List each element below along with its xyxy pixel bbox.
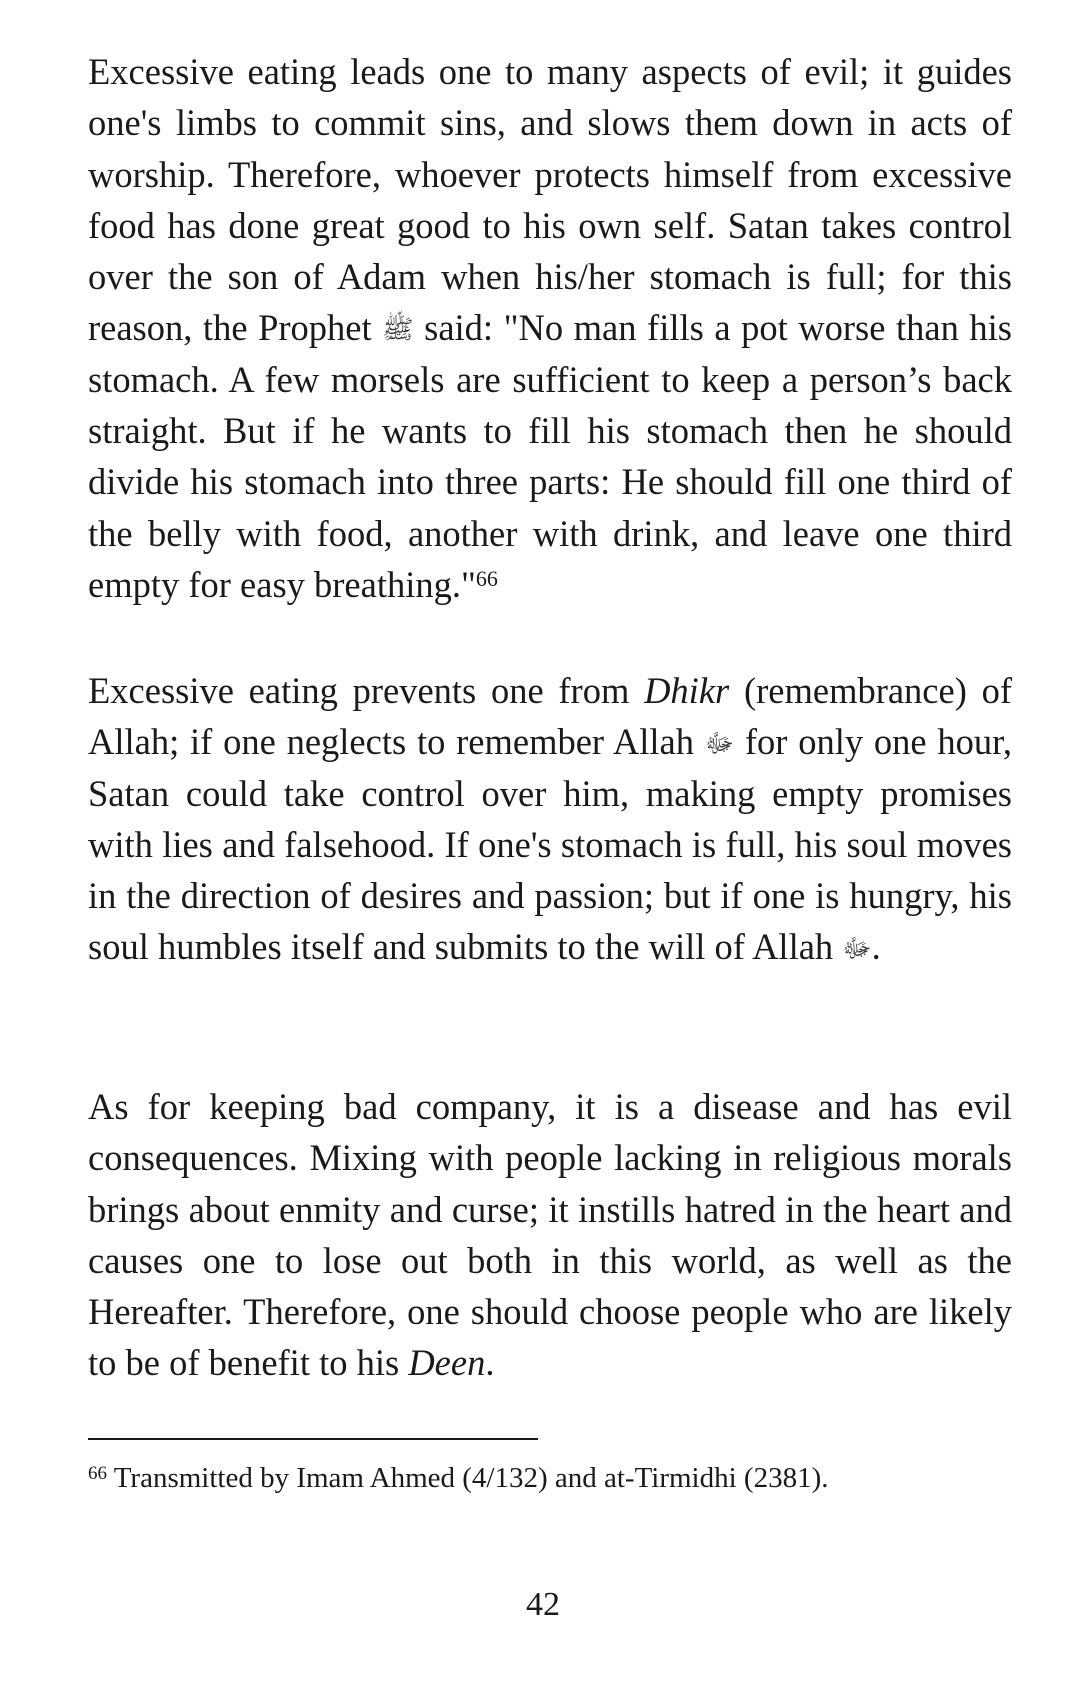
footnote: [88, 1458, 1012, 1498]
paragraph-text: for only one hour, Satan could take control over him, making empty promises with lies and falsehood. If one's stomach is full, his soul moves in the direction of desires and passion; but if one is hungry, his soul humbles itself and submits to the will of Allah: [88, 721, 1012, 968]
footnote-separator: [88, 1438, 538, 1440]
paragraph-text: As for keeping bad company, it is a disease and has evil consequences. Mixing with people lacking in religious morals brings about enmity and curse; it instills hatred in the heart and causes one to lose out both in this world, as well as the Hereafter. Therefore, one should choose people who are likely to be of benefit to his: [88, 1086, 1012, 1384]
paragraph-dhikr: [88, 665, 1012, 973]
paragraph-text: Excessive eating leads one to many aspects of evil; it guides one's limbs to commit sins, and slows them down in acts of worship. Therefore, whoever protects himself from excessive food has done great good to his own self. Satan takes control over the son of Adam when his/her stomach is full; for this reason, the Prophet: [88, 51, 1012, 349]
italic-term: Deen: [408, 1342, 486, 1384]
footnote-reference: 66: [475, 565, 498, 591]
salawat-ligature-icon: ﷺ: [382, 315, 414, 345]
footnote-number: 66: [88, 1463, 107, 1484]
paragraph-excessive-eating: [88, 46, 1012, 610]
jalla-jalaluhu-ligature-icon: ﷻ: [842, 934, 872, 964]
paragraph-text: said: "No man fills a pot worse than his stomach. A few morsels are sufficient to keep a person’s back straight. But if he wants to fill his stomach then he should divide his stomach into three parts: He should fill one third of the belly with food, another with drink, and leave one third empty for easy breathing.": [88, 307, 1012, 605]
paragraph-text: .: [871, 926, 881, 968]
paragraph-text: .: [485, 1342, 495, 1384]
paragraph-text: (remembrance) of Allah; if one neglects to remember Allah: [88, 670, 1012, 763]
page-number: 42: [526, 1586, 560, 1623]
footnote-text: Transmitted by Imam Ahmed (4/132) and at-Tirmidhi (2381).: [107, 1462, 829, 1494]
jalla-jalaluhu-ligature-icon: ﷻ: [704, 729, 735, 759]
paragraph-text: Excessive eating prevents one from: [88, 670, 645, 711]
italic-term: Dhikr: [644, 670, 730, 711]
paragraph-bad-company: [88, 1081, 1012, 1389]
